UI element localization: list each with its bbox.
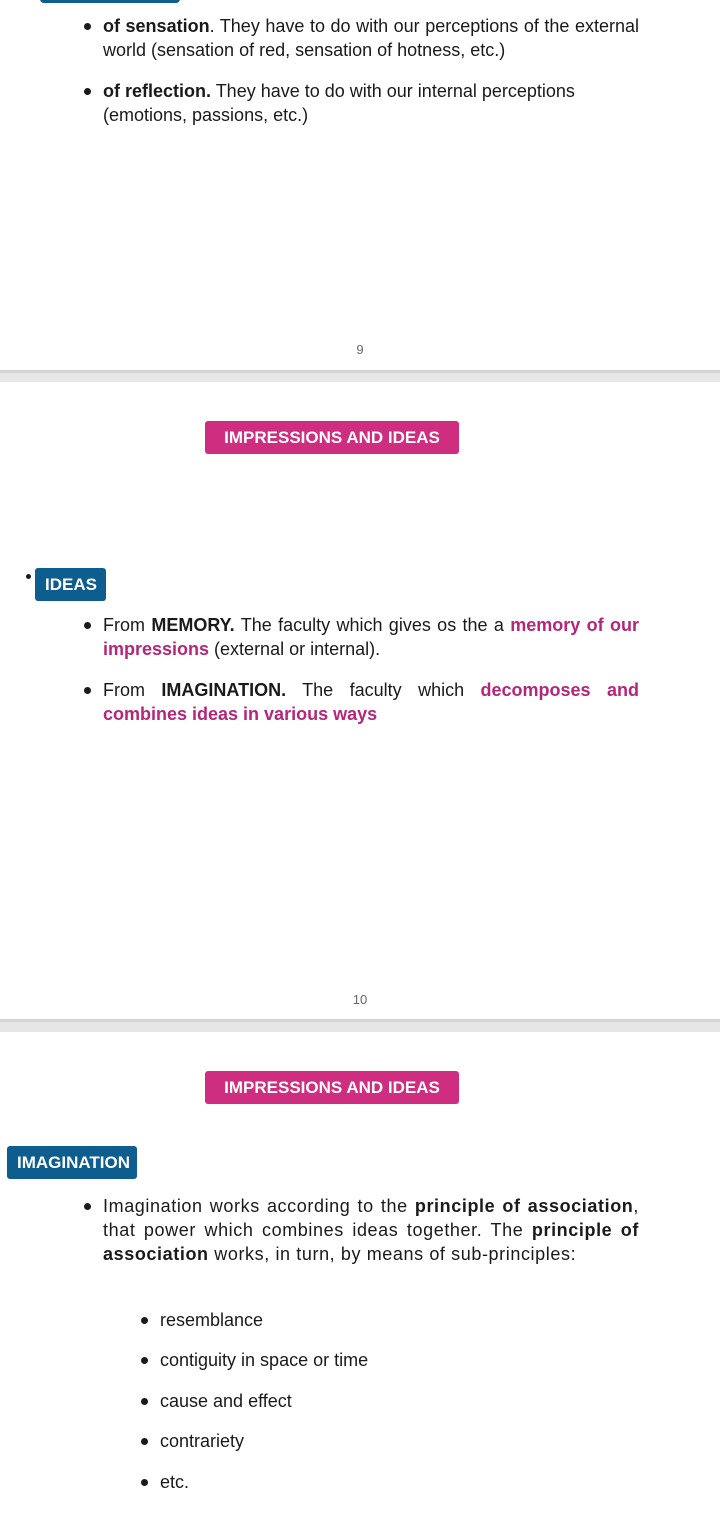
bullet-icon bbox=[141, 1357, 148, 1364]
list-item-imagination: From IMAGINATION. The faculty which decomposes and combines ideas in various ways bbox=[103, 678, 639, 726]
section-label-imagination: IMAGINATION bbox=[7, 1146, 137, 1179]
page-separator bbox=[0, 370, 720, 382]
subprinciple-item: etc. bbox=[160, 1470, 189, 1494]
slide-9 bbox=[0, 0, 720, 370]
bullet-icon bbox=[26, 574, 31, 579]
bullet-icon bbox=[141, 1317, 148, 1324]
list-item-reflection: of reflection. They have to do with our internal perceptions (emotions, passions, etc.) bbox=[103, 79, 639, 127]
subprinciple-item: contiguity in space or time bbox=[160, 1348, 368, 1372]
slide-title: IMPRESSIONS AND IDEAS bbox=[205, 421, 459, 454]
tab-shadow bbox=[15, 1178, 133, 1186]
list-item-association: Imagination works according to the principle of association, that power which combines ideas together. The principle of association works, in turn, by means of sub-principles: bbox=[103, 1194, 639, 1266]
subprinciple-item: resemblance bbox=[160, 1308, 263, 1332]
subprinciple-item: cause and effect bbox=[160, 1389, 292, 1413]
tab-shadow bbox=[213, 1103, 455, 1111]
bullet-icon bbox=[141, 1438, 148, 1445]
page-number: 9 bbox=[356, 342, 364, 357]
subprinciple-item: contrariety bbox=[160, 1429, 244, 1453]
bullet-icon bbox=[84, 687, 91, 694]
bullet-icon bbox=[141, 1479, 148, 1486]
bullet-icon bbox=[84, 1203, 91, 1210]
bullet-icon bbox=[84, 88, 91, 95]
tab-shadow bbox=[213, 453, 455, 461]
slide-10 bbox=[0, 382, 720, 1019]
bullet-icon bbox=[84, 622, 91, 629]
slide-title: IMPRESSIONS AND IDEAS bbox=[205, 1071, 459, 1104]
slide-11 bbox=[0, 1032, 720, 1521]
tab-shadow bbox=[43, 600, 102, 608]
page-separator bbox=[0, 1019, 720, 1032]
bullet-icon bbox=[141, 1398, 148, 1405]
slide-9-header-tab-edge bbox=[40, 0, 180, 3]
section-label-ideas: IDEAS bbox=[35, 568, 106, 601]
page-number: 10 bbox=[352, 992, 368, 1007]
list-item-memory: From MEMORY. The faculty which gives os the a memory of our impressions (external or internal). bbox=[103, 613, 639, 661]
list-item-sensation: of sensation. They have to do with our perceptions of the external world (sensation of red, sensation of hotness, etc.) bbox=[103, 14, 639, 62]
bullet-icon bbox=[84, 23, 91, 30]
